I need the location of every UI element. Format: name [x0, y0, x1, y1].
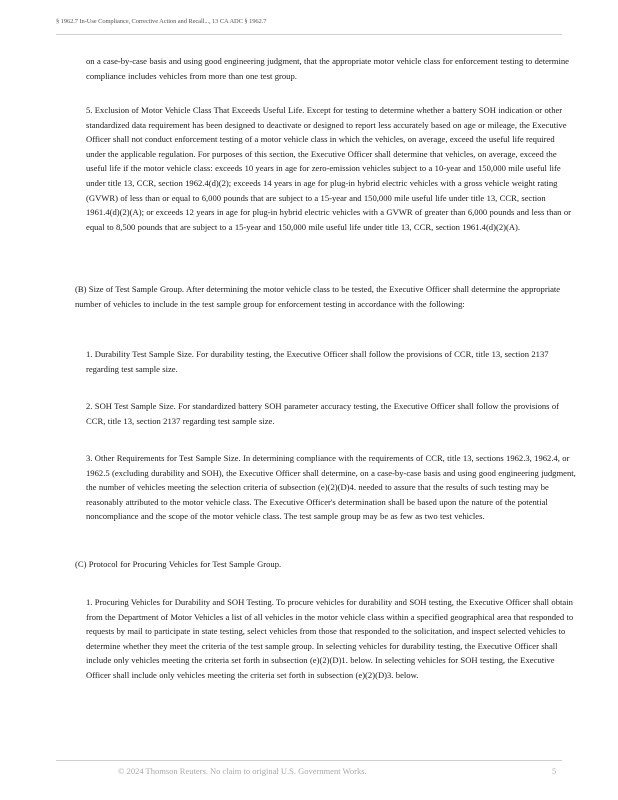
paragraph-size-test-sample-group: (B) Size of Test Sample Group. After determining the motor vehicle class to be tested, the Executive Officer shall determine the appropriate number of vehicles to include in the test sample group for enforcement testing in accordance with the following: — [75, 284, 561, 309]
footer-copyright: © 2024 Thomson Reuters. No claim to original U.S. Government Works. — [118, 766, 367, 776]
paragraph-protocol-heading: (C) Protocol for Procuring Vehicles for Test Sample Group. — [75, 559, 282, 569]
paragraph-exclusion-useful-life: 5. Exclusion of Motor Vehicle Class That Exceeds Useful Life. Except for testing to determine whether a battery SOH indication or other standardized data requirement has been designed to deactivate or designed to report less accurately based on age or mileage, the Executive Officer shall not conduct enforcement testing of a motor vehicle class in which the vehicles, on average, exceed the useful life required under the applicable regulation. For purposes of this section, the Executive Officer shall determine that vehicles, on average, exceed the useful life if the motor vehicle class: exceeds 10 years in age for zero-emission vehicles subject to a 10-year and 150,000 mile useful life under title 13, CCR, section 1962.4(d)(2); exceeds 14 years in age for plug-in hybrid electric vehicles with a gross vehicle weight rating (GVWR) of less than or equal to 6,000 pounds that are subject to a 15-year and 150,000 mile useful life under title 13, CCR, section 1961.4(d)(2)(A); or exceeds 12 years in age for plug-in hybrid electric vehicles with a GVWR of greater than 6,000 pounds and less than or equal to 8,500 pounds that are subject to a 15-year and 150,000 mile useful life under title 13, CCR, section 1961.4(d)(2)(A). — [86, 105, 571, 232]
header-divider — [56, 34, 562, 35]
paragraph-soh-sample-size: 2. SOH Test Sample Size. For standardized battery SOH parameter accuracy testing, the Executive Officer shall follow the provisions of CCR, title 13, section 2137 regarding test sample size. — [86, 401, 560, 426]
page-number: 5 — [552, 766, 557, 776]
paragraph-procuring-vehicles: 1. Procuring Vehicles for Durability and SOH Testing. To procure vehicles for durability and SOH testing, the Executive Officer shall obtain from the Department of Motor Vehicles a list of all vehicles in the motor vehicle class within a specified geographical area that responded to requests by mail to participate in state testing, select vehicles from those that responded to the solicitation, and inspect selected vehicles to determine whether they meet the criteria of the test sample group. In selecting vehicles for durability testing, the Executive Officer shall include only vehicles meeting the criteria set forth in subsection (e)(2)(D)1. below. In selecting vehicles for SOH testing, the Executive Officer shall include only vehicles meeting the criteria set forth in subsection (e)(2)(D)3. below. — [86, 597, 574, 680]
paragraph-continuation: on a case-by-case basis and using good engineering judgment, that the appropriate motor vehicle class for enforcement testing to determine compliance includes vehicles from more than one test group. — [86, 56, 569, 81]
footer-divider — [56, 760, 562, 761]
paragraph-durability-sample-size: 1. Durability Test Sample Size. For durability testing, the Executive Officer shall follow the provisions of CCR, title 13, section 2137 regarding test sample size. — [86, 349, 549, 374]
running-header: § 1962.7 In-Use Compliance, Corrective Action and Recall..., 13 CA ADC § 1962.7 — [56, 18, 267, 25]
paragraph-other-sample-size: 3. Other Requirements for Test Sample Size. In determining compliance with the requirements of CCR, title 13, sections 1962.3, 1962.4, or 1962.5 (excluding durability and SOH), the Executive Officer shall determine, on a case-by-case basis and using good engineering judgment, the number of vehicles meeting the selection criteria of subsection (e)(2)(D)4. needed to assure that the results of such testing may be reasonably attributed to the motor vehicle class. The Executive Officer's determination shall be based upon the nature of the potential noncompliance and the scope of the motor vehicle class. The test sample group may be as few as two test vehicles. — [86, 453, 576, 522]
